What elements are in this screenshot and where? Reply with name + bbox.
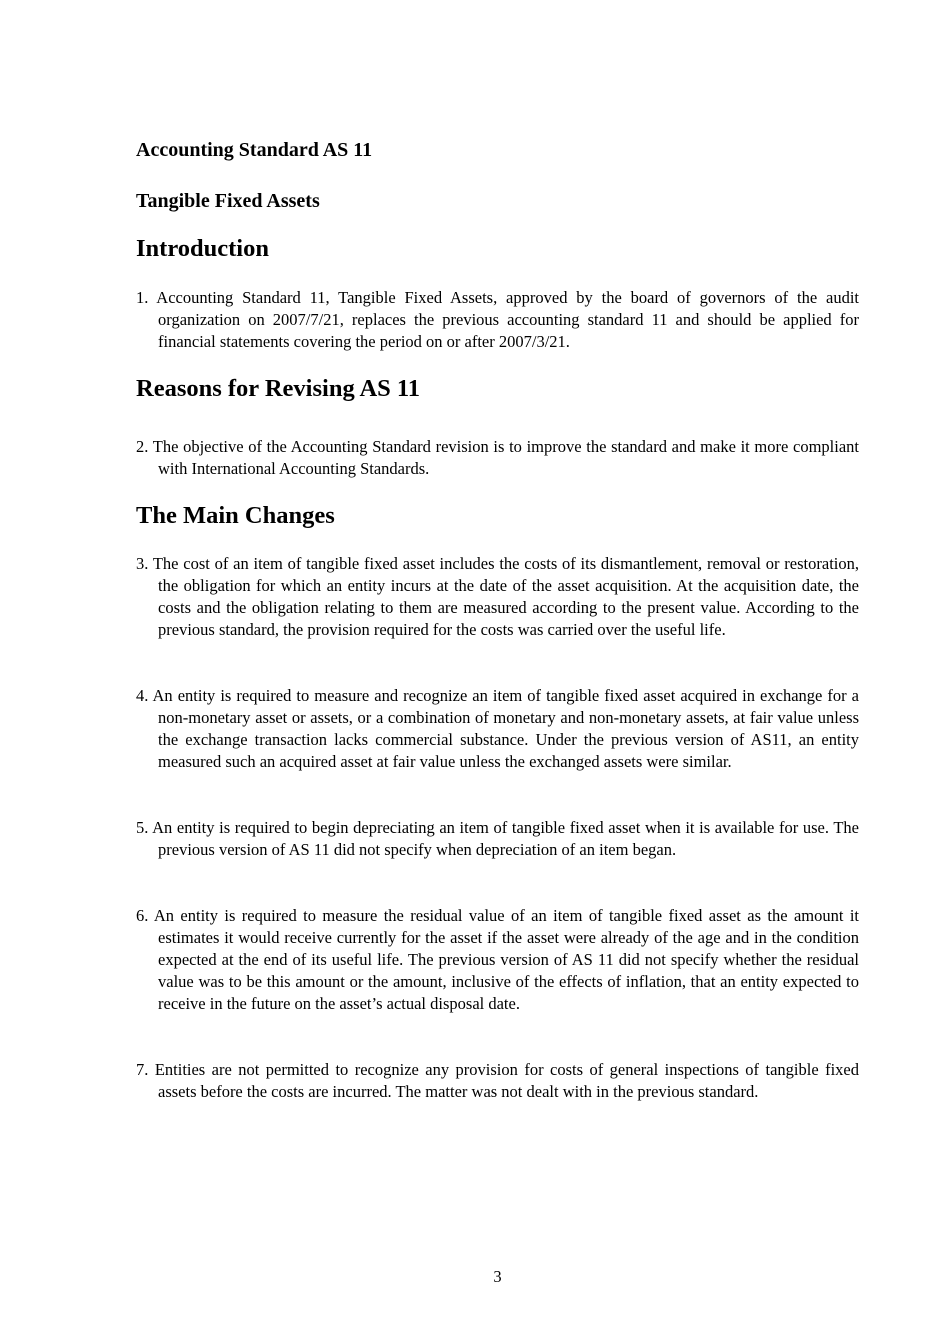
section-heading-introduction: Introduction xyxy=(136,235,269,262)
paragraph-6: 6. An entity is required to measure the residual value of an item of tangible fixed asset as the amount it estimates it would receive currently for the asset if the asset were already of the age and in the condition expected at the end of its useful life. The previous version of AS 11 did not specify whether the residual value was to be this amount or the amount, inclusive of the effects of inflation, that an entity expected to receive in the future on the asset’s actual disposal date. xyxy=(136,906,859,1013)
page-number: 3 xyxy=(493,1267,502,1286)
paragraph-2: 2. The objective of the Accounting Standard revision is to improve the standard and make it more compliant with International Accounting Standards. xyxy=(136,437,859,478)
paragraph-5: 5. An entity is required to begin depreciating an item of tangible fixed asset when it is available for use. The previous version of AS 11 did not specify when depreciation of an item began. xyxy=(136,818,859,859)
section-heading-reasons: Reasons for Revising AS 11 xyxy=(136,375,421,402)
paragraph-4: 4. An entity is required to measure and recognize an item of tangible fixed asset acquired in exchange for a non-monetary asset or assets, or a combination of monetary and non-monetary assets, at fair value unless the exchange transaction lacks commercial substance. Under the previous version of AS11, an entity measured such an acquired asset at fair value unless the exchanged assets were similar. xyxy=(136,686,859,771)
document-subtitle: Tangible Fixed Assets xyxy=(136,190,320,212)
paragraph-1: 1. Accounting Standard 11, Tangible Fixed Assets, approved by the board of governors of the audit organization on 2007/7/21, replaces the previous accounting standard 11 and should be applied for financial statements covering the period on or after 2007/3/21. xyxy=(136,288,859,351)
paragraph-7: 7. Entities are not permitted to recognize any provision for costs of general inspections of tangible fixed assets before the costs are incurred. The matter was not dealt with in the previous standard. xyxy=(136,1060,859,1101)
paragraph-3: 3. The cost of an item of tangible fixed asset includes the costs of its dismantlement, removal or restoration, the obligation for which an entity incurs at the date of the asset acquisition. At the acquisition date, the costs and the obligation relating to them are measured according to the present value. According to the previous standard, the provision required for the costs was carried over the useful life. xyxy=(136,554,859,639)
section-heading-main-changes: The Main Changes xyxy=(136,502,335,529)
document-title: Accounting Standard AS 11 xyxy=(136,139,373,161)
